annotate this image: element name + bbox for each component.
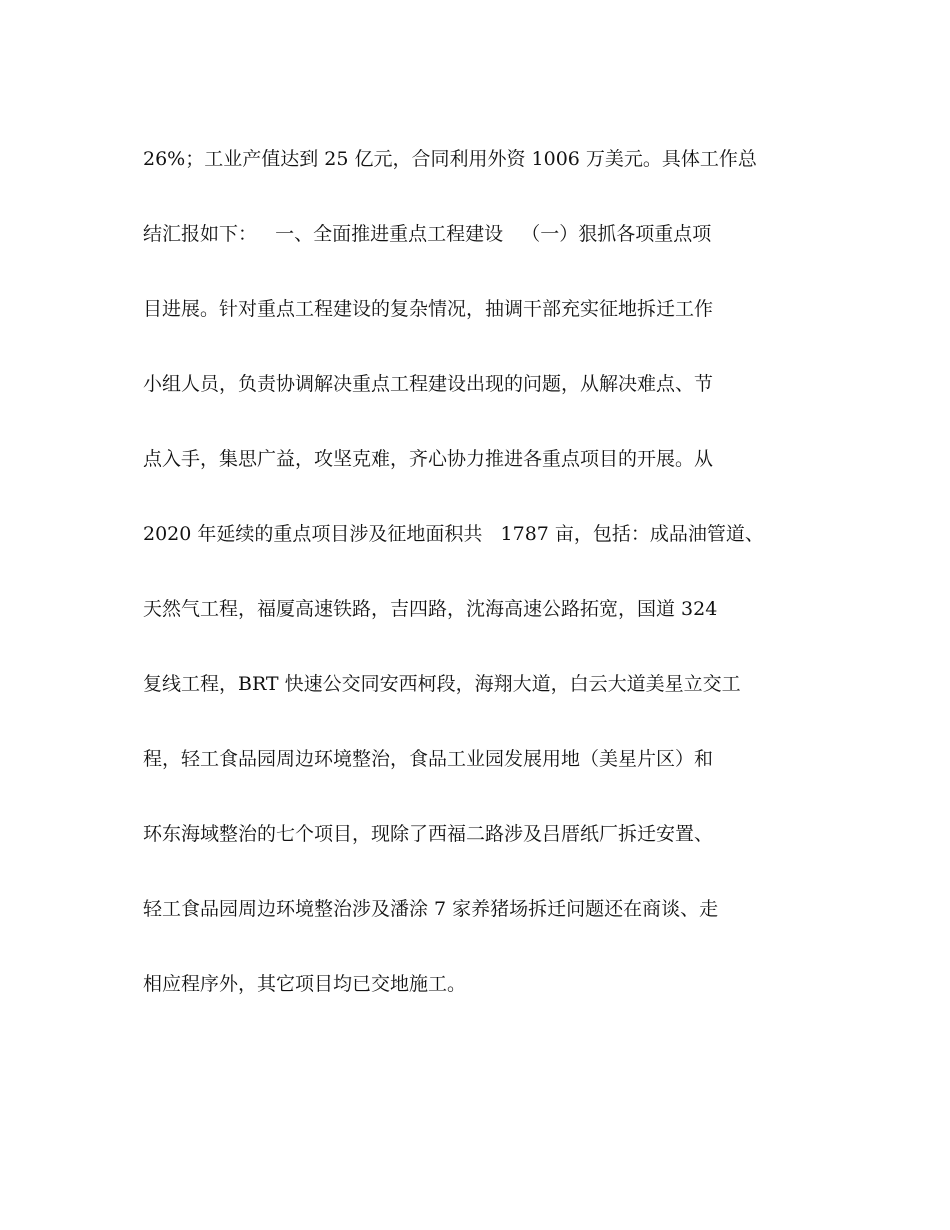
text-line: 26%；工业产值达到 25 亿元，合同利用外资 1006 万美元。具体工作总 (143, 148, 757, 170)
text-line: 相应程序外，其它项目均已交地施工。 (143, 973, 467, 995)
text-line: 结汇报如下： 一、全面推进重点工程建设 （一）狠抓各项重点项 (143, 223, 712, 245)
text-line: 2020 年延续的重点项目涉及征地面积共 1787 亩，包括：成品油管道、 (143, 523, 764, 545)
text-line: 小组人员，负责协调解决重点工程建设出现的问题，从解决难点、节 (143, 373, 714, 395)
text-line: 程，轻工食品园周边环境整治，食品工业园发展用地（美星片区）和 (143, 748, 714, 770)
text-line: 环东海域整治的七个项目，现除了西福二路涉及吕厝纸厂拆迁安置、 (143, 823, 714, 845)
text-line: 点入手，集思广益，攻坚克难，齐心协力推进各重点项目的开展。从 (143, 448, 714, 470)
text-line: 轻工食品园周边环境整治涉及潘涂 7 家养猪场拆迁问题还在商谈、走 (143, 898, 719, 920)
text-line: 天然气工程，福厦高速铁路，吉四路，沈海高速公路拓宽，国道 324 (143, 598, 718, 620)
body-text (143, 140, 843, 1040)
text-line: 目进展。针对重点工程建设的复杂情况，抽调干部充实征地拆迁工作 (143, 298, 714, 320)
text-line: 复线工程，BRT 快速公交同安西柯段，海翔大道，白云大道美星立交工 (143, 673, 741, 695)
